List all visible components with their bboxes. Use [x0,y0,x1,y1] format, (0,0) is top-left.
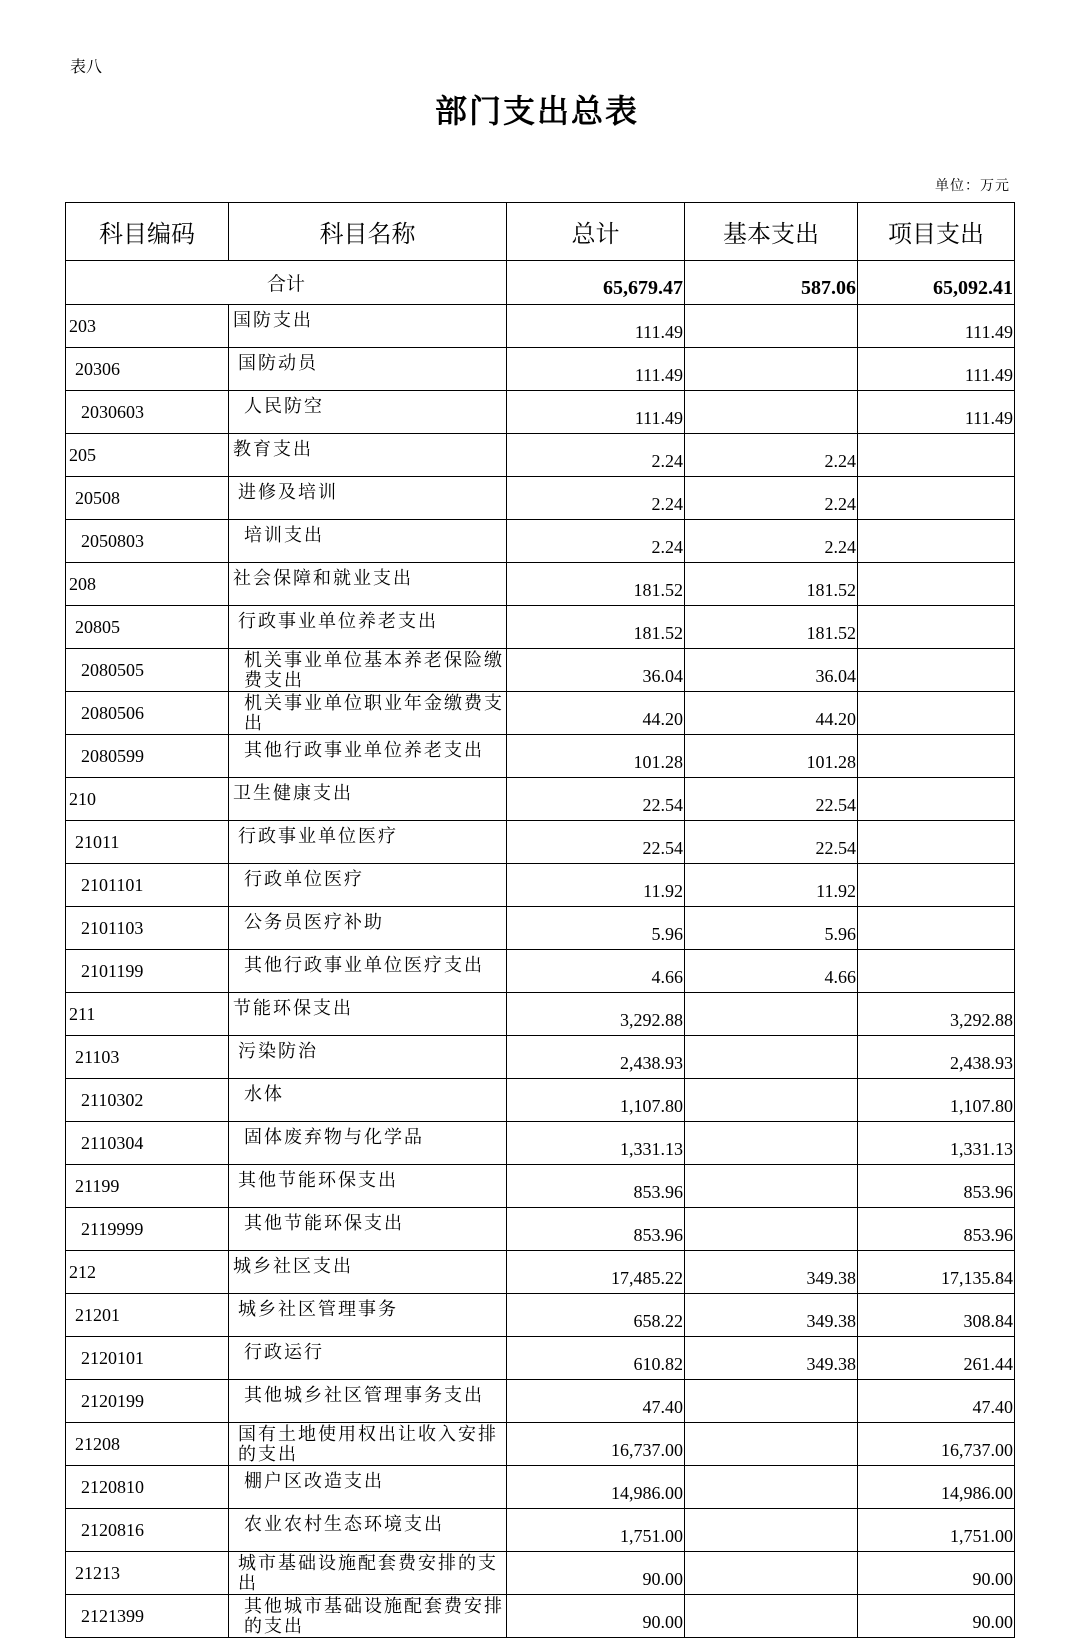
total-basic: 587.06 [685,261,858,305]
table-row [66,1595,1015,1638]
expenditure-table [65,202,1015,1638]
row-name: 其他行政事业单位医疗支出 [229,950,507,993]
row-basic [685,1423,858,1466]
row-total: 2.24 [507,477,685,520]
table-row [66,305,1015,348]
table-row [66,391,1015,434]
table-row [66,1552,1015,1595]
row-name: 城乡社区支出 [229,1251,507,1294]
table-row [66,1251,1015,1294]
row-basic [685,348,858,391]
row-code: 2110304 [66,1122,229,1165]
row-total: 111.49 [507,305,685,348]
row-code: 2120810 [66,1466,229,1509]
row-total: 22.54 [507,821,685,864]
row-code: 2120816 [66,1509,229,1552]
row-name: 培训支出 [229,520,507,563]
table-row [66,692,1015,735]
row-code: 2120199 [66,1380,229,1423]
header-row [66,203,1015,261]
row-total: 3,292.88 [507,993,685,1036]
row-basic: 36.04 [685,649,858,692]
row-total: 90.00 [507,1552,685,1595]
row-name: 国防支出 [229,305,507,348]
table-row [66,864,1015,907]
header-code: 科目编码 [66,203,229,261]
row-basic: 2.24 [685,434,858,477]
row-project [858,692,1015,735]
row-total: 5.96 [507,907,685,950]
table-row [66,1380,1015,1423]
row-basic: 101.28 [685,735,858,778]
total-sum: 65,679.47 [507,261,685,305]
table-row [66,348,1015,391]
row-basic: 349.38 [685,1337,858,1380]
row-project [858,821,1015,864]
row-basic [685,1165,858,1208]
unit-label: 单位：万元 [935,178,1010,194]
row-project [858,563,1015,606]
table-row [66,1208,1015,1251]
row-total: 1,331.13 [507,1122,685,1165]
row-project: 111.49 [858,305,1015,348]
row-basic [685,1466,858,1509]
table-row [66,1036,1015,1079]
total-project: 65,092.41 [858,261,1015,305]
row-project [858,477,1015,520]
table-row [66,1165,1015,1208]
page-title: 部门支出总表 [434,92,639,130]
row-name: 行政单位医疗 [229,864,507,907]
row-code: 2101101 [66,864,229,907]
row-total: 11.92 [507,864,685,907]
row-total: 853.96 [507,1165,685,1208]
row-code: 211 [66,993,229,1036]
row-basic [685,1380,858,1423]
row-basic: 44.20 [685,692,858,735]
row-name: 卫生健康支出 [229,778,507,821]
row-basic: 22.54 [685,778,858,821]
row-project [858,950,1015,993]
header-name: 科目名称 [229,203,507,261]
row-name: 机关事业单位职业年金缴费支出 [229,692,507,735]
row-project: 1,331.13 [858,1122,1015,1165]
row-basic [685,391,858,434]
row-code: 2030603 [66,391,229,434]
row-total: 658.22 [507,1294,685,1337]
row-name: 城市基础设施配套费安排的支出 [229,1552,507,1595]
row-project [858,907,1015,950]
row-project: 90.00 [858,1595,1015,1638]
row-code: 21201 [66,1294,229,1337]
row-code: 2110302 [66,1079,229,1122]
row-project: 1,751.00 [858,1509,1015,1552]
row-name: 进修及培训 [229,477,507,520]
row-total: 44.20 [507,692,685,735]
table-row [66,1423,1015,1466]
row-name: 污染防治 [229,1036,507,1079]
row-code: 2101103 [66,907,229,950]
row-project: 17,135.84 [858,1251,1015,1294]
row-name: 国防动员 [229,348,507,391]
page-label: 表八 [70,57,103,76]
row-code: 20508 [66,477,229,520]
row-name: 棚户区改造支出 [229,1466,507,1509]
table-row [66,1466,1015,1509]
row-name: 水体 [229,1079,507,1122]
row-project: 853.96 [858,1208,1015,1251]
row-total: 90.00 [507,1595,685,1638]
row-project [858,778,1015,821]
total-label: 合计 [66,261,507,305]
table-row [66,1509,1015,1552]
row-total: 14,986.00 [507,1466,685,1509]
row-basic [685,1509,858,1552]
row-code: 20805 [66,606,229,649]
row-code: 2080506 [66,692,229,735]
row-basic: 349.38 [685,1251,858,1294]
header-total: 总计 [507,203,685,261]
table-row [66,950,1015,993]
row-total: 2,438.93 [507,1036,685,1079]
row-project [858,735,1015,778]
row-project [858,649,1015,692]
table-row [66,563,1015,606]
row-total: 47.40 [507,1380,685,1423]
row-project: 111.49 [858,391,1015,434]
row-basic [685,1079,858,1122]
table-row [66,778,1015,821]
row-project [858,864,1015,907]
row-basic [685,1595,858,1638]
row-name: 国有土地使用权出让收入安排的支出 [229,1423,507,1466]
row-basic [685,1552,858,1595]
row-total: 4.66 [507,950,685,993]
row-total: 101.28 [507,735,685,778]
row-name: 行政事业单位养老支出 [229,606,507,649]
row-name: 其他城市基础设施配套费安排的支出 [229,1595,507,1638]
row-total: 181.52 [507,606,685,649]
row-basic: 4.66 [685,950,858,993]
row-project: 90.00 [858,1552,1015,1595]
row-basic: 2.24 [685,477,858,520]
row-basic [685,1122,858,1165]
row-total: 22.54 [507,778,685,821]
row-name: 节能环保支出 [229,993,507,1036]
header-project: 项目支出 [858,203,1015,261]
row-total: 17,485.22 [507,1251,685,1294]
row-project [858,520,1015,563]
table-row [66,821,1015,864]
row-name: 行政事业单位医疗 [229,821,507,864]
row-total: 111.49 [507,348,685,391]
row-code: 2120101 [66,1337,229,1380]
table-row [66,1294,1015,1337]
row-basic [685,993,858,1036]
row-project: 47.40 [858,1380,1015,1423]
row-name: 人民防空 [229,391,507,434]
row-code: 212 [66,1251,229,1294]
row-code: 21103 [66,1036,229,1079]
row-basic: 11.92 [685,864,858,907]
row-project: 16,737.00 [858,1423,1015,1466]
row-code: 21011 [66,821,229,864]
row-name: 城乡社区管理事务 [229,1294,507,1337]
row-basic: 181.52 [685,563,858,606]
table-row [66,520,1015,563]
table-row [66,735,1015,778]
table-row [66,434,1015,477]
row-total: 181.52 [507,563,685,606]
row-basic [685,1036,858,1079]
total-row [66,261,1015,305]
row-code: 210 [66,778,229,821]
row-code: 2121399 [66,1595,229,1638]
row-code: 2080505 [66,649,229,692]
row-name: 其他城乡社区管理事务支出 [229,1380,507,1423]
table-row [66,606,1015,649]
row-name: 其他节能环保支出 [229,1208,507,1251]
table-row [66,1337,1015,1380]
row-total: 36.04 [507,649,685,692]
row-project: 261.44 [858,1337,1015,1380]
row-code: 2119999 [66,1208,229,1251]
row-total: 853.96 [507,1208,685,1251]
table-row [66,649,1015,692]
table-row [66,1122,1015,1165]
table-row [66,993,1015,1036]
row-basic: 181.52 [685,606,858,649]
row-name: 机关事业单位基本养老保险缴费支出 [229,649,507,692]
row-total: 2.24 [507,520,685,563]
row-project: 3,292.88 [858,993,1015,1036]
row-project: 2,438.93 [858,1036,1015,1079]
row-project: 1,107.80 [858,1079,1015,1122]
row-project [858,434,1015,477]
row-basic: 349.38 [685,1294,858,1337]
table-row [66,477,1015,520]
header-basic: 基本支出 [685,203,858,261]
row-total: 1,751.00 [507,1509,685,1552]
row-code: 21208 [66,1423,229,1466]
row-name: 农业农村生态环境支出 [229,1509,507,1552]
row-code: 205 [66,434,229,477]
row-basic [685,305,858,348]
row-code: 208 [66,563,229,606]
row-basic: 5.96 [685,907,858,950]
row-project: 853.96 [858,1165,1015,1208]
table-row [66,907,1015,950]
row-name: 教育支出 [229,434,507,477]
row-code: 2080599 [66,735,229,778]
row-name: 社会保障和就业支出 [229,563,507,606]
row-code: 203 [66,305,229,348]
row-total: 1,107.80 [507,1079,685,1122]
row-code: 2050803 [66,520,229,563]
row-name: 其他节能环保支出 [229,1165,507,1208]
row-code: 20306 [66,348,229,391]
table-row [66,1079,1015,1122]
row-basic: 22.54 [685,821,858,864]
row-total: 16,737.00 [507,1423,685,1466]
row-basic [685,1208,858,1251]
row-basic: 2.24 [685,520,858,563]
row-name: 行政运行 [229,1337,507,1380]
row-total: 2.24 [507,434,685,477]
row-code: 21199 [66,1165,229,1208]
row-total: 111.49 [507,391,685,434]
row-total: 610.82 [507,1337,685,1380]
row-name: 公务员医疗补助 [229,907,507,950]
row-name: 固体废弃物与化学品 [229,1122,507,1165]
row-name: 其他行政事业单位养老支出 [229,735,507,778]
row-project [858,606,1015,649]
row-project: 111.49 [858,348,1015,391]
row-code: 2101199 [66,950,229,993]
row-code: 21213 [66,1552,229,1595]
row-project: 308.84 [858,1294,1015,1337]
row-project: 14,986.00 [858,1466,1015,1509]
